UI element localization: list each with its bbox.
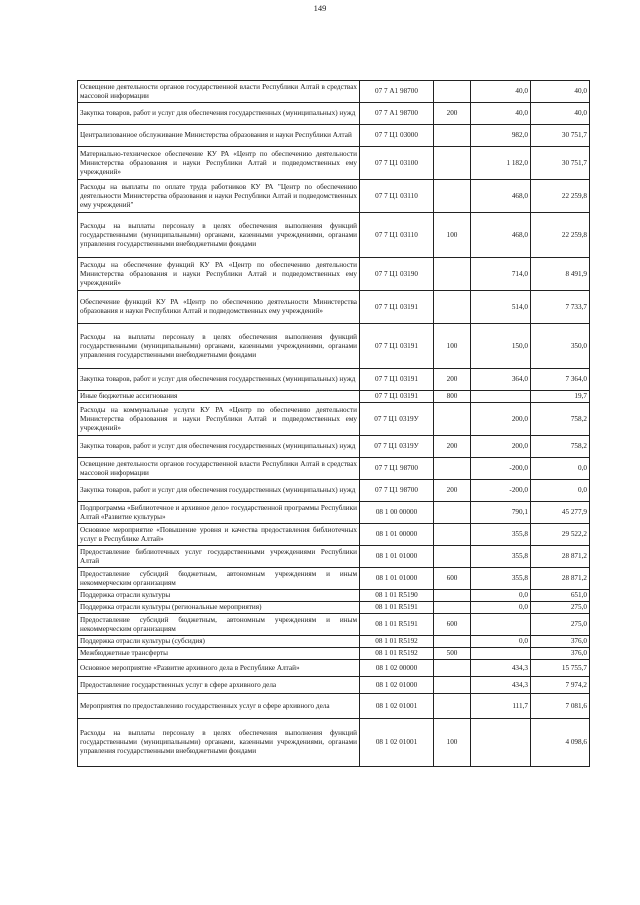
row-code: 08 1 00 00000 bbox=[360, 502, 434, 524]
row-amount-total: 28 871,2 bbox=[531, 546, 590, 568]
row-expense-type bbox=[434, 636, 471, 648]
row-amount-change: 40,0 bbox=[471, 103, 531, 125]
row-expense-type bbox=[434, 694, 471, 719]
row-code: 07 7 А1 98700 bbox=[360, 103, 434, 125]
row-expense-type bbox=[434, 403, 471, 436]
row-amount-change: 0,0 bbox=[471, 602, 531, 614]
row-amount-total: 22 259,8 bbox=[531, 213, 590, 258]
row-expense-type bbox=[434, 524, 471, 546]
row-expense-type: 200 bbox=[434, 480, 471, 502]
table-row bbox=[78, 291, 590, 324]
row-description: Закупка товаров, работ и услуг для обеспечения государственных (муниципальных) нужд bbox=[78, 369, 360, 391]
row-code: 07 7 Ц1 03110 bbox=[360, 213, 434, 258]
row-expense-type: 100 bbox=[434, 324, 471, 369]
row-code: 07 7 Ц1 03110 bbox=[360, 180, 434, 213]
row-description: Иные бюджетные ассигнования bbox=[78, 391, 360, 403]
row-code: 08 1 01 R5191 bbox=[360, 614, 434, 636]
row-amount-change: 200,0 bbox=[471, 436, 531, 458]
row-expense-type bbox=[434, 147, 471, 180]
row-amount-change: 200,0 bbox=[471, 403, 531, 436]
row-expense-type bbox=[434, 180, 471, 213]
row-description: Закупка товаров, работ и услуг для обеспечения государственных (муниципальных) нужд bbox=[78, 103, 360, 125]
table-row bbox=[78, 636, 590, 648]
row-description: Расходы на выплаты персоналу в целях обеспечения выполнения функций государственными (муниципальными) органами, казенными учреждениями, органами управления государственными внебюджетными фондами bbox=[78, 213, 360, 258]
table-row bbox=[78, 147, 590, 180]
row-code: 08 1 02 01001 bbox=[360, 694, 434, 719]
row-amount-change: 1 182,0 bbox=[471, 147, 531, 180]
row-code: 07 7 Ц1 98700 bbox=[360, 458, 434, 480]
table-row bbox=[78, 524, 590, 546]
row-expense-type: 600 bbox=[434, 568, 471, 590]
row-expense-type: 100 bbox=[434, 213, 471, 258]
row-expense-type bbox=[434, 660, 471, 677]
table-row bbox=[78, 614, 590, 636]
row-amount-total: 40,0 bbox=[531, 81, 590, 103]
row-amount-change: 0,0 bbox=[471, 636, 531, 648]
row-amount-total: 7 364,0 bbox=[531, 369, 590, 391]
row-expense-type: 200 bbox=[434, 369, 471, 391]
row-amount-total: 15 755,7 bbox=[531, 660, 590, 677]
row-amount-change: 468,0 bbox=[471, 180, 531, 213]
row-expense-type: 800 bbox=[434, 391, 471, 403]
table-row bbox=[78, 677, 590, 694]
table-row bbox=[78, 436, 590, 458]
row-description: Освещение деятельности органов государственной власти Республики Алтай в средствах массовой информации bbox=[78, 458, 360, 480]
row-code: 08 1 02 01000 bbox=[360, 677, 434, 694]
row-code: 07 7 Ц1 03191 bbox=[360, 369, 434, 391]
row-code: 08 1 01 01000 bbox=[360, 568, 434, 590]
row-code: 08 1 01 01000 bbox=[360, 546, 434, 568]
row-expense-type bbox=[434, 502, 471, 524]
row-expense-type bbox=[434, 677, 471, 694]
table-row bbox=[78, 81, 590, 103]
row-amount-total: 19,7 bbox=[531, 391, 590, 403]
row-description: Закупка товаров, работ и услуг для обеспечения государственных (муниципальных) нужд bbox=[78, 436, 360, 458]
row-expense-type: 100 bbox=[434, 719, 471, 767]
row-amount-total: 7 974,2 bbox=[531, 677, 590, 694]
row-description: Расходы на выплаты персоналу в целях обеспечения выполнения функций государственными (муниципальными) органами, казенными учреждениями, органами управления государственными внебюджетными фондами bbox=[78, 324, 360, 369]
row-amount-change: 434,3 bbox=[471, 677, 531, 694]
row-code: 07 7 Ц1 03100 bbox=[360, 147, 434, 180]
row-code: 08 1 01 R5192 bbox=[360, 648, 434, 660]
row-amount-total: 28 871,2 bbox=[531, 568, 590, 590]
row-description: Поддержка отрасли культуры bbox=[78, 590, 360, 602]
row-description: Материально-техническое обеспечение КУ РА «Центр по обеспечению деятельности Министерства образования и науки Республики Алтай и подведомственных ему учреждений» bbox=[78, 147, 360, 180]
table-row bbox=[78, 502, 590, 524]
table-row bbox=[78, 369, 590, 391]
table-row bbox=[78, 180, 590, 213]
row-amount-change: -200,0 bbox=[471, 480, 531, 502]
row-description: Предоставление государственных услуг в сфере архивного дела bbox=[78, 677, 360, 694]
page-number: 149 bbox=[313, 3, 327, 13]
table-row bbox=[78, 403, 590, 436]
row-code: 07 7 Ц1 0319У bbox=[360, 403, 434, 436]
row-code: 08 1 01 R5191 bbox=[360, 602, 434, 614]
row-description: Поддержка отрасли культуры (субсидия) bbox=[78, 636, 360, 648]
row-code: 07 7 А1 98700 bbox=[360, 81, 434, 103]
row-expense-type bbox=[434, 602, 471, 614]
row-amount-change: 434,3 bbox=[471, 660, 531, 677]
row-description: Предоставление субсидий бюджетным, автономным учреждениям и иным некоммерческим организациям bbox=[78, 568, 360, 590]
budget-table-body bbox=[78, 81, 590, 767]
row-amount-change: 790,1 bbox=[471, 502, 531, 524]
row-code: 07 7 Ц1 03191 bbox=[360, 324, 434, 369]
row-description: Поддержка отрасли культуры (региональные мероприятия) bbox=[78, 602, 360, 614]
table-row bbox=[78, 480, 590, 502]
row-description: Предоставление субсидий бюджетным, автономным учреждениям и иным некоммерческим организациям bbox=[78, 614, 360, 636]
row-amount-total: 30 751,7 bbox=[531, 147, 590, 180]
row-description: Закупка товаров, работ и услуг для обеспечения государственных (муниципальных) нужд bbox=[78, 480, 360, 502]
row-amount-total: 40,0 bbox=[531, 103, 590, 125]
row-description: Освещение деятельности органов государственной власти Республики Алтай в средствах массовой информации bbox=[78, 81, 360, 103]
table-row bbox=[78, 213, 590, 258]
row-amount-change: 468,0 bbox=[471, 213, 531, 258]
row-expense-type bbox=[434, 258, 471, 291]
row-amount-total: 350,0 bbox=[531, 324, 590, 369]
row-amount-total: 4 098,6 bbox=[531, 719, 590, 767]
row-amount-total: 0,0 bbox=[531, 480, 590, 502]
row-amount-total: 29 522,2 bbox=[531, 524, 590, 546]
row-code: 07 7 Ц1 03191 bbox=[360, 391, 434, 403]
row-code: 08 1 01 R5190 bbox=[360, 590, 434, 602]
row-amount-total: 45 277,9 bbox=[531, 502, 590, 524]
row-amount-change: -200,0 bbox=[471, 458, 531, 480]
row-amount-total: 651,0 bbox=[531, 590, 590, 602]
row-expense-type bbox=[434, 546, 471, 568]
row-amount-change: 150,0 bbox=[471, 324, 531, 369]
row-code: 08 1 02 01001 bbox=[360, 719, 434, 767]
row-amount-total: 758,2 bbox=[531, 436, 590, 458]
row-description: Предоставление библиотечных услуг государственными учреждениями Республики Алтай bbox=[78, 546, 360, 568]
row-amount-total: 376,0 bbox=[531, 636, 590, 648]
row-code: 08 1 01 00000 bbox=[360, 524, 434, 546]
table-row bbox=[78, 125, 590, 147]
row-expense-type bbox=[434, 81, 471, 103]
row-code: 07 7 Ц1 03000 bbox=[360, 125, 434, 147]
row-amount-total: 275,0 bbox=[531, 602, 590, 614]
row-amount-total: 30 751,7 bbox=[531, 125, 590, 147]
row-description: Расходы на обеспечение функций КУ РА «Центр по обеспечению деятельности Министерства образования и науки Республики Алтай и подведомственных ему учреждений» bbox=[78, 258, 360, 291]
row-amount-total: 376,0 bbox=[531, 648, 590, 660]
row-amount-change: 355,8 bbox=[471, 546, 531, 568]
row-amount-total: 0,0 bbox=[531, 458, 590, 480]
row-expense-type: 500 bbox=[434, 648, 471, 660]
table-row bbox=[78, 324, 590, 369]
row-amount-change: 714,0 bbox=[471, 258, 531, 291]
row-description: Расходы на выплаты по оплате труда работников КУ РА "Центр по обеспечению деятельности Министерства образования и науки Республики Алтай и подведомственных ему учреждений" bbox=[78, 180, 360, 213]
row-description: Централизованное обслуживание Министерства образования и науки Республики Алтай bbox=[78, 125, 360, 147]
row-description: Обеспечение функций КУ РА «Центр по обеспечению деятельности Министерства образования и науки Республики Алтай и подведомственных ему учреждений» bbox=[78, 291, 360, 324]
table-row bbox=[78, 590, 590, 602]
table-row bbox=[78, 648, 590, 660]
row-amount-change: 364,0 bbox=[471, 369, 531, 391]
row-description: Основное мероприятие «Повышение уровня и качества предоставления библиотечных услуг в Республике Алтай» bbox=[78, 524, 360, 546]
table-row bbox=[78, 660, 590, 677]
row-amount-change: 111,7 bbox=[471, 694, 531, 719]
row-description: Мероприятия по предоставлению государственных услуг в сфере архивного дела bbox=[78, 694, 360, 719]
table-row bbox=[78, 568, 590, 590]
row-code: 07 7 Ц1 98700 bbox=[360, 480, 434, 502]
row-amount-change: 355,8 bbox=[471, 524, 531, 546]
row-description: Подпрограмма «Библиотечное и архивное дело» государственной программы Республики Алтай «Развитие культуры» bbox=[78, 502, 360, 524]
row-code: 08 1 02 00000 bbox=[360, 660, 434, 677]
row-code: 07 7 Ц1 03191 bbox=[360, 291, 434, 324]
budget-table bbox=[77, 80, 590, 767]
row-expense-type bbox=[434, 125, 471, 147]
row-amount-total: 275,0 bbox=[531, 614, 590, 636]
row-amount-change bbox=[471, 391, 531, 403]
row-amount-total: 7 733,7 bbox=[531, 291, 590, 324]
table-row bbox=[78, 719, 590, 767]
table-row bbox=[78, 602, 590, 614]
row-description: Расходы на выплаты персоналу в целях обеспечения выполнения функций государственными (муниципальными) органами, казенными учреждениями, органами управления государственными внебюджетными фондами bbox=[78, 719, 360, 767]
row-expense-type: 600 bbox=[434, 614, 471, 636]
row-expense-type bbox=[434, 590, 471, 602]
row-description: Основное мероприятие «Развитие архивного дела в Республике Алтай» bbox=[78, 660, 360, 677]
row-expense-type: 200 bbox=[434, 103, 471, 125]
row-description: Расходы на коммунальные услуги КУ РА «Центр по обеспечению деятельности Министерства образования и науки Республики Алтай и подведомственных ему учреждений» bbox=[78, 403, 360, 436]
row-code: 07 7 Ц1 03190 bbox=[360, 258, 434, 291]
row-expense-type: 200 bbox=[434, 436, 471, 458]
row-amount-change bbox=[471, 614, 531, 636]
row-amount-total: 758,2 bbox=[531, 403, 590, 436]
table-row bbox=[78, 458, 590, 480]
row-amount-change bbox=[471, 648, 531, 660]
row-amount-total: 22 259,8 bbox=[531, 180, 590, 213]
table-row bbox=[78, 258, 590, 291]
table-row bbox=[78, 103, 590, 125]
row-amount-change: 514,0 bbox=[471, 291, 531, 324]
row-code: 08 1 01 R5192 bbox=[360, 636, 434, 648]
table-row bbox=[78, 694, 590, 719]
row-expense-type bbox=[434, 291, 471, 324]
row-description: Межбюджетные трансферты bbox=[78, 648, 360, 660]
row-amount-total: 7 081,6 bbox=[531, 694, 590, 719]
table-row bbox=[78, 391, 590, 403]
row-amount-change: 982,0 bbox=[471, 125, 531, 147]
row-amount-change: 355,8 bbox=[471, 568, 531, 590]
row-amount-change bbox=[471, 719, 531, 767]
row-amount-change: 40,0 bbox=[471, 81, 531, 103]
row-amount-change: 0,0 bbox=[471, 590, 531, 602]
row-code: 07 7 Ц1 0319У bbox=[360, 436, 434, 458]
row-amount-total: 8 491,9 bbox=[531, 258, 590, 291]
row-expense-type bbox=[434, 458, 471, 480]
table-row bbox=[78, 546, 590, 568]
